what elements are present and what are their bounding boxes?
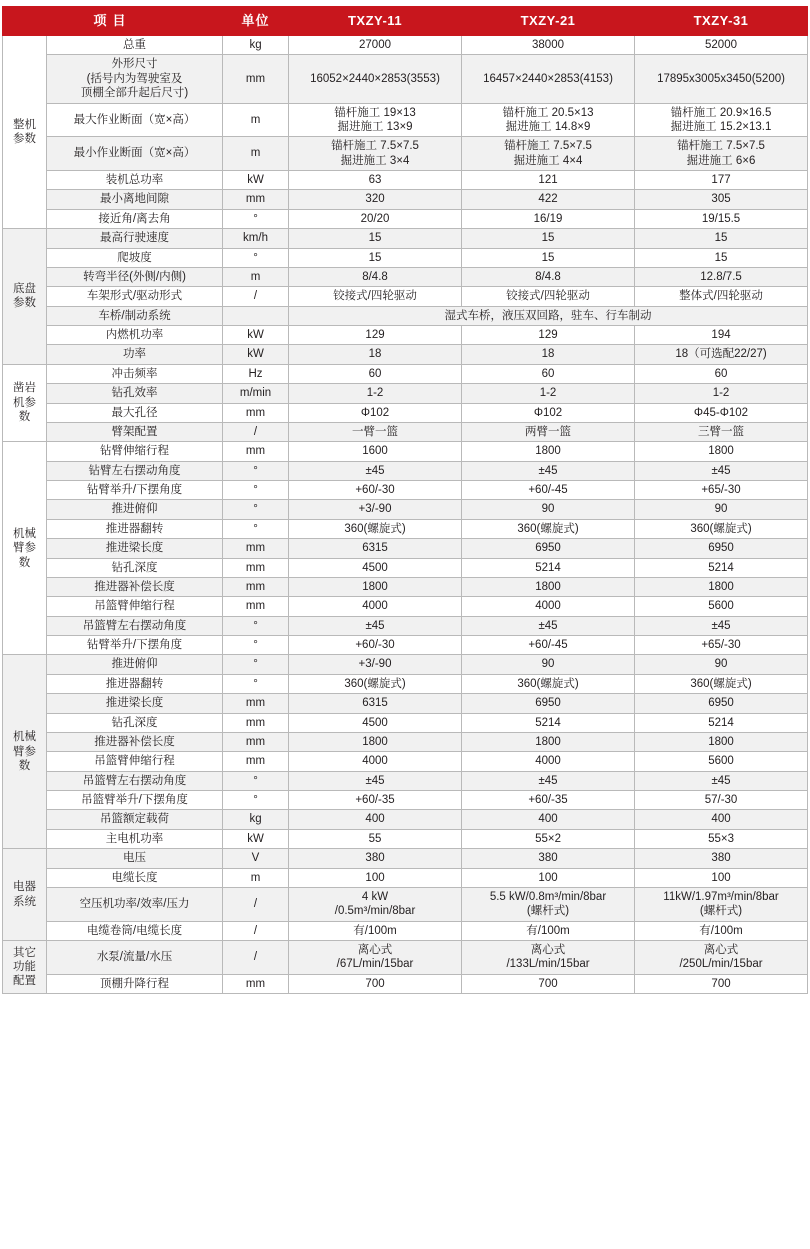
row-item-label: 推进俯仰 — [47, 500, 223, 519]
row-value-model-1: 1800 — [289, 732, 462, 751]
row-value-model-1: 4000 — [289, 597, 462, 616]
row-item-label: 电缆卷筒/电缆长度 — [47, 921, 223, 940]
row-value-model-3: 1800 — [635, 577, 808, 596]
row-item-label: 最小离地间隙 — [47, 190, 223, 209]
table-header — [3, 7, 808, 36]
row-unit: kW — [223, 326, 289, 345]
row-value-model-1: 400 — [289, 810, 462, 829]
row-item-label: 总重 — [47, 36, 223, 55]
row-unit: / — [223, 287, 289, 306]
table-row — [3, 403, 808, 422]
row-value-model-3: +65/-30 — [635, 481, 808, 500]
table-body — [3, 36, 808, 994]
row-value-model-1: 380 — [289, 849, 462, 868]
row-value-model-2: 15 — [462, 229, 635, 248]
row-value-model-3: 60 — [635, 364, 808, 383]
row-value-model-2: 60 — [462, 364, 635, 383]
table-row — [3, 558, 808, 577]
row-value-model-3: 15 — [635, 229, 808, 248]
row-item-label: 主电机功率 — [47, 829, 223, 848]
row-value-model-1: 4500 — [289, 558, 462, 577]
row-value-model-3: 90 — [635, 500, 808, 519]
column-header-unit: 单位 — [223, 7, 289, 36]
table-row — [3, 190, 808, 209]
row-item-label: 电压 — [47, 849, 223, 868]
row-item-label: 内燃机功率 — [47, 326, 223, 345]
row-value-model-2: 锚杆施工 7.5×7.5 掘进施工 4×4 — [462, 137, 635, 171]
row-value-model-1: 1-2 — [289, 384, 462, 403]
row-value-model-3: 11kW/1.97m³/min/8bar (螺杆式) — [635, 887, 808, 921]
row-value-model-3: 194 — [635, 326, 808, 345]
table-row — [3, 345, 808, 364]
row-value-model-1: ±45 — [289, 771, 462, 790]
row-value-model-2: Φ102 — [462, 403, 635, 422]
row-unit: / — [223, 921, 289, 940]
row-value-model-2: 1800 — [462, 442, 635, 461]
row-value-model-3: 5214 — [635, 558, 808, 577]
table-row — [3, 694, 808, 713]
table-row — [3, 306, 808, 325]
row-value-model-1: 16052×2440×2853(3553) — [289, 55, 462, 103]
row-item-label: 吊篮臂伸缩行程 — [47, 597, 223, 616]
table-row — [3, 752, 808, 771]
row-value-model-1: +60/-35 — [289, 791, 462, 810]
row-unit: mm — [223, 577, 289, 596]
row-group-label: 底盘 参数 — [3, 229, 47, 365]
row-value-model-2: 6950 — [462, 539, 635, 558]
table-row — [3, 442, 808, 461]
row-unit: ° — [223, 771, 289, 790]
row-value-model-1: ±45 — [289, 461, 462, 480]
row-value-model-1: 15 — [289, 248, 462, 267]
row-value-model-3: 1-2 — [635, 384, 808, 403]
row-value-model-3: 400 — [635, 810, 808, 829]
row-unit: kW — [223, 171, 289, 190]
table-row — [3, 974, 808, 993]
row-unit: kg — [223, 810, 289, 829]
row-item-label: 推进器补偿长度 — [47, 732, 223, 751]
row-value-model-1: Φ102 — [289, 403, 462, 422]
row-value-model-1: 1800 — [289, 577, 462, 596]
row-value-model-2: 1800 — [462, 577, 635, 596]
row-unit: mm — [223, 55, 289, 103]
row-group-label: 机械 臂参 数 — [3, 442, 47, 655]
row-unit: ° — [223, 616, 289, 635]
row-item-label: 冲击频率 — [47, 364, 223, 383]
row-item-label: 推进俯仰 — [47, 655, 223, 674]
row-value-model-2: ±45 — [462, 461, 635, 480]
row-item-label: 接近角/离去角 — [47, 209, 223, 228]
row-unit: mm — [223, 694, 289, 713]
row-unit: mm — [223, 190, 289, 209]
table-row — [3, 791, 808, 810]
row-unit: ° — [223, 209, 289, 228]
row-value-model-2: 422 — [462, 190, 635, 209]
row-value-model-2: 有/100m — [462, 921, 635, 940]
row-value-model-2: 16/19 — [462, 209, 635, 228]
row-value-model-1: 4000 — [289, 752, 462, 771]
row-item-label: 钻臂举升/下摆角度 — [47, 636, 223, 655]
row-value-model-2: 5214 — [462, 558, 635, 577]
row-unit: kW — [223, 829, 289, 848]
row-value-model-1: 4 kW /0.5m³/min/8bar — [289, 887, 462, 921]
row-value-model-3: ±45 — [635, 771, 808, 790]
row-item-label: 车桥/制动系统 — [47, 306, 223, 325]
row-value-model-3: 1800 — [635, 732, 808, 751]
row-unit: ° — [223, 655, 289, 674]
row-unit: mm — [223, 752, 289, 771]
row-value-model-3: 380 — [635, 849, 808, 868]
row-value-model-1: 320 — [289, 190, 462, 209]
row-value-model-2: 100 — [462, 868, 635, 887]
row-unit: m — [223, 137, 289, 171]
row-value-model-3: 360(螺旋式) — [635, 519, 808, 538]
table-row — [3, 209, 808, 228]
row-value-model-2: 5.5 kW/0.8m³/min/8bar (螺杆式) — [462, 887, 635, 921]
row-value-model-1: 6315 — [289, 539, 462, 558]
row-value-model-2: 400 — [462, 810, 635, 829]
row-value-model-2: 90 — [462, 500, 635, 519]
table-row — [3, 137, 808, 171]
row-value-model-2: ±45 — [462, 771, 635, 790]
row-value-model-3: 有/100m — [635, 921, 808, 940]
table-row — [3, 577, 808, 596]
row-value-model-3: 整体式/四轮驱动 — [635, 287, 808, 306]
row-value-model-3: 19/15.5 — [635, 209, 808, 228]
row-value-model-1: +3/-90 — [289, 655, 462, 674]
row-value-model-1: 铰接式/四轮驱动 — [289, 287, 462, 306]
table-row — [3, 771, 808, 790]
row-value-model-3: 17895x3005x3450(5200) — [635, 55, 808, 103]
row-group-label: 凿岩 机参 数 — [3, 364, 47, 442]
row-value-model-2: 55×2 — [462, 829, 635, 848]
row-value-model-1: 8/4.8 — [289, 267, 462, 286]
row-item-label: 臂架配置 — [47, 422, 223, 441]
row-unit: ° — [223, 500, 289, 519]
row-value-model-2: 4000 — [462, 597, 635, 616]
row-value-model-1: +3/-90 — [289, 500, 462, 519]
table-row — [3, 500, 808, 519]
row-value-model-2: +60/-45 — [462, 481, 635, 500]
table-row — [3, 674, 808, 693]
row-value-model-1: 18 — [289, 345, 462, 364]
row-value-model-3: 360(螺旋式) — [635, 674, 808, 693]
row-value-model-1: 1600 — [289, 442, 462, 461]
row-value-model-2: +60/-45 — [462, 636, 635, 655]
row-value-model-1: 100 — [289, 868, 462, 887]
row-item-label: 外形尺寸 (括号内为驾驶室及 顶棚全部升起后尺寸) — [47, 55, 223, 103]
table-row — [3, 171, 808, 190]
table-row — [3, 229, 808, 248]
row-item-label: 装机总功率 — [47, 171, 223, 190]
table-row — [3, 55, 808, 103]
row-value-model-2: 8/4.8 — [462, 267, 635, 286]
row-value-model-1: 有/100m — [289, 921, 462, 940]
row-value-model-1: 27000 — [289, 36, 462, 55]
table-row — [3, 267, 808, 286]
table-row — [3, 103, 808, 137]
row-item-label: 推进器补偿长度 — [47, 577, 223, 596]
row-unit: mm — [223, 558, 289, 577]
row-item-label: 钻孔深度 — [47, 558, 223, 577]
table-row — [3, 616, 808, 635]
row-unit: ° — [223, 481, 289, 500]
row-unit: m/min — [223, 384, 289, 403]
table-row — [3, 941, 808, 975]
table-row — [3, 384, 808, 403]
table-header-row — [3, 7, 808, 36]
row-value-model-1: 360(螺旋式) — [289, 674, 462, 693]
row-unit: mm — [223, 713, 289, 732]
table-row — [3, 636, 808, 655]
row-unit: m — [223, 103, 289, 137]
row-value-model-2: 6950 — [462, 694, 635, 713]
table-row — [3, 422, 808, 441]
row-value-model-3: ±45 — [635, 616, 808, 635]
row-value-model-2: 129 — [462, 326, 635, 345]
column-header-item: 项目 — [3, 7, 223, 36]
row-value-model-2: 两臂一篮 — [462, 422, 635, 441]
row-value-model-3: 57/-30 — [635, 791, 808, 810]
row-value-model-1: 6315 — [289, 694, 462, 713]
row-group-label: 其它 功能 配置 — [3, 941, 47, 994]
row-value-model-1: 4500 — [289, 713, 462, 732]
row-value-model-2: 5214 — [462, 713, 635, 732]
row-value-model-3: 305 — [635, 190, 808, 209]
row-value-model-2: 18 — [462, 345, 635, 364]
row-value-model-2: ±45 — [462, 616, 635, 635]
row-unit: ° — [223, 674, 289, 693]
row-group-label: 电器 系统 — [3, 849, 47, 941]
row-value-model-2: +60/-35 — [462, 791, 635, 810]
row-group-label: 机械 臂参 数 — [3, 655, 47, 849]
row-value-model-2: 360(螺旋式) — [462, 519, 635, 538]
table-row — [3, 732, 808, 751]
row-unit: mm — [223, 732, 289, 751]
row-value-model-2: 360(螺旋式) — [462, 674, 635, 693]
row-item-label: 水泵/流量/水压 — [47, 941, 223, 975]
table-row — [3, 481, 808, 500]
row-item-label: 钻孔效率 — [47, 384, 223, 403]
row-value-model-3: 700 — [635, 974, 808, 993]
row-item-label: 钻臂举升/下摆角度 — [47, 481, 223, 500]
row-value-model-1: +60/-30 — [289, 481, 462, 500]
row-value-model-1: 60 — [289, 364, 462, 383]
row-unit: kg — [223, 36, 289, 55]
row-value-model-3: 5214 — [635, 713, 808, 732]
row-unit: ° — [223, 519, 289, 538]
row-value-model-3: 离心式 /250L/min/15bar — [635, 941, 808, 975]
row-value-model-2: 16457×2440×2853(4153) — [462, 55, 635, 103]
row-value-model-1: ±45 — [289, 616, 462, 635]
table-row — [3, 868, 808, 887]
row-unit: mm — [223, 403, 289, 422]
table-row — [3, 36, 808, 55]
table-row — [3, 810, 808, 829]
row-item-label: 吊篮臂举升/下摆角度 — [47, 791, 223, 810]
row-unit: mm — [223, 539, 289, 558]
row-value-model-2: 锚杆施工 20.5×13 掘进施工 14.8×9 — [462, 103, 635, 137]
row-group-label: 整机 参数 — [3, 36, 47, 229]
row-item-label: 吊篮臂左右摆动角度 — [47, 771, 223, 790]
row-value-model-1: 55 — [289, 829, 462, 848]
row-value-model-1: 360(螺旋式) — [289, 519, 462, 538]
row-value-model-2: 700 — [462, 974, 635, 993]
column-header-model-3: TXZY-31 — [635, 7, 808, 36]
row-unit: kW — [223, 345, 289, 364]
row-unit: / — [223, 941, 289, 975]
row-value-model-3: 5600 — [635, 752, 808, 771]
row-value-model-2: 离心式 /133L/min/15bar — [462, 941, 635, 975]
row-value-model-3: 52000 — [635, 36, 808, 55]
row-item-label: 吊篮额定载荷 — [47, 810, 223, 829]
row-item-label: 推进器翻转 — [47, 674, 223, 693]
row-unit: ° — [223, 461, 289, 480]
table-row — [3, 364, 808, 383]
table-row — [3, 655, 808, 674]
row-value-model-3: Φ45-Φ102 — [635, 403, 808, 422]
row-value-model-1: 离心式 /67L/min/15bar — [289, 941, 462, 975]
row-value-model-3: 90 — [635, 655, 808, 674]
row-value-model-1: 锚杆施工 19×13 掘进施工 13×9 — [289, 103, 462, 137]
row-value-model-3: ±45 — [635, 461, 808, 480]
row-value-model-3: 15 — [635, 248, 808, 267]
row-value-model-1: 锚杆施工 7.5×7.5 掘进施工 3×4 — [289, 137, 462, 171]
row-unit — [223, 306, 289, 325]
row-item-label: 转弯半径(外侧/内侧) — [47, 267, 223, 286]
row-value-model-2: 铰接式/四轮驱动 — [462, 287, 635, 306]
row-unit: / — [223, 887, 289, 921]
row-item-label: 推进梁长度 — [47, 539, 223, 558]
row-item-label: 最大作业断面（宽×高） — [47, 103, 223, 137]
row-item-label: 最大孔径 — [47, 403, 223, 422]
row-value-model-3: 1800 — [635, 442, 808, 461]
table-row — [3, 326, 808, 345]
row-item-label: 推进梁长度 — [47, 694, 223, 713]
row-unit: mm — [223, 974, 289, 993]
column-header-model-1: TXZY-11 — [289, 7, 462, 36]
row-value-model-3: 100 — [635, 868, 808, 887]
table-row — [3, 539, 808, 558]
table-row — [3, 519, 808, 538]
row-unit: / — [223, 422, 289, 441]
row-item-label: 最高行驶速度 — [47, 229, 223, 248]
row-unit: V — [223, 849, 289, 868]
row-value-model-1: 20/20 — [289, 209, 462, 228]
row-value-model-3: 锚杆施工 20.9×16.5 掘进施工 15.2×13.1 — [635, 103, 808, 137]
row-value-model-2: 1-2 — [462, 384, 635, 403]
row-value-model-3: +65/-30 — [635, 636, 808, 655]
row-value-model-3: 锚杆施工 7.5×7.5 掘进施工 6×6 — [635, 137, 808, 171]
row-value-model-3: 6950 — [635, 694, 808, 713]
table-row — [3, 597, 808, 616]
column-header-model-2: TXZY-21 — [462, 7, 635, 36]
row-unit: ° — [223, 636, 289, 655]
row-unit: ° — [223, 248, 289, 267]
row-value-model-1: 一臂一篮 — [289, 422, 462, 441]
row-value-model-1: 129 — [289, 326, 462, 345]
row-value-model-2: 90 — [462, 655, 635, 674]
row-unit: Hz — [223, 364, 289, 383]
table-row — [3, 849, 808, 868]
row-value-model-1: +60/-30 — [289, 636, 462, 655]
row-value-model-3: 55×3 — [635, 829, 808, 848]
row-unit: m — [223, 267, 289, 286]
table-row — [3, 461, 808, 480]
row-item-label: 吊篮臂伸缩行程 — [47, 752, 223, 771]
row-value-model-2: 15 — [462, 248, 635, 267]
row-value-model-2: 121 — [462, 171, 635, 190]
row-item-label: 钻孔深度 — [47, 713, 223, 732]
row-value-model-1: 15 — [289, 229, 462, 248]
row-item-label: 吊篮臂左右摆动角度 — [47, 616, 223, 635]
row-item-label: 推进器翻转 — [47, 519, 223, 538]
row-value-model-3: 5600 — [635, 597, 808, 616]
row-value-model-1: 700 — [289, 974, 462, 993]
table-row — [3, 887, 808, 921]
row-unit: mm — [223, 597, 289, 616]
row-value-model-2: 4000 — [462, 752, 635, 771]
row-item-label: 钻臂伸缩行程 — [47, 442, 223, 461]
row-item-label: 功率 — [47, 345, 223, 364]
table-row — [3, 713, 808, 732]
row-value-model-3: 6950 — [635, 539, 808, 558]
row-item-label: 爬坡度 — [47, 248, 223, 267]
row-value-merged: 湿式车桥，液压双回路，驻车、行车制动 — [289, 306, 808, 325]
row-value-model-3: 三臂一篮 — [635, 422, 808, 441]
row-value-model-3: 18（可选配22/27) — [635, 345, 808, 364]
row-item-label: 顶棚升降行程 — [47, 974, 223, 993]
row-unit: km/h — [223, 229, 289, 248]
row-value-model-1: 63 — [289, 171, 462, 190]
row-unit: ° — [223, 791, 289, 810]
table-row — [3, 287, 808, 306]
row-unit: m — [223, 868, 289, 887]
row-item-label: 空压机功率/效率/压力 — [47, 887, 223, 921]
row-value-model-3: 177 — [635, 171, 808, 190]
table-row — [3, 829, 808, 848]
row-value-model-2: 380 — [462, 849, 635, 868]
row-value-model-2: 1800 — [462, 732, 635, 751]
row-item-label: 钻臂左右摆动角度 — [47, 461, 223, 480]
row-value-model-2: 38000 — [462, 36, 635, 55]
row-item-label: 电缆长度 — [47, 868, 223, 887]
row-value-model-3: 12.8/7.5 — [635, 267, 808, 286]
row-item-label: 车架形式/驱动形式 — [47, 287, 223, 306]
table-row — [3, 921, 808, 940]
row-unit: mm — [223, 442, 289, 461]
row-item-label: 最小作业断面（宽×高） — [47, 137, 223, 171]
specification-table — [2, 6, 808, 994]
table-row — [3, 248, 808, 267]
